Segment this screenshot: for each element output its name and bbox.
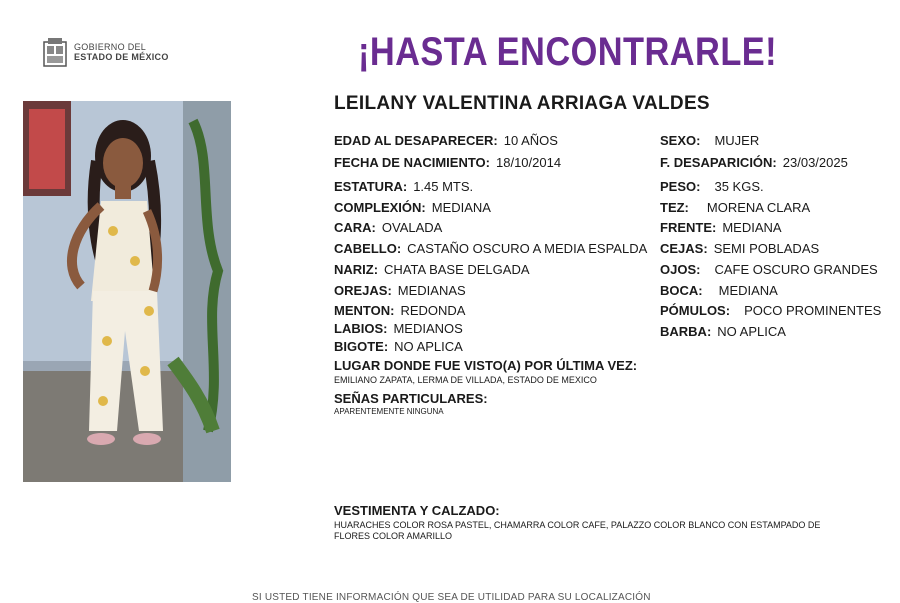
marks-value: APARENTEMENTE NINGUNA	[334, 407, 444, 416]
footer-text: SI USTED TIENE INFORMACIÓN QUE SEA DE UTILIDAD PARA SU LOCALIZACIÓN	[252, 592, 651, 603]
clothing-line2: FLORES COLOR AMARILLO	[334, 531, 453, 541]
detail-edad: EDAD AL DESAPARECER: 10 AÑOS	[334, 133, 558, 148]
detail-labios: LABIOS: MEDIANOS	[334, 321, 463, 336]
marks-label: SEÑAS PARTICULARES:	[334, 391, 488, 406]
clothing-label: VESTIMENTA Y CALZADO:	[334, 503, 500, 518]
government-logo	[42, 36, 169, 68]
detail-tez: TEZ: MORENA CLARA	[660, 200, 811, 215]
detail-cara: CARA: OVALADA	[334, 220, 443, 235]
detail-boca: BOCA: MEDIANA	[660, 283, 778, 298]
headline: ¡HASTA ENCONTRARLE!	[358, 30, 778, 74]
detail-ojos: OJOS: CAFE OSCURO GRANDES	[660, 262, 878, 277]
detail-orejas: OREJAS: MEDIANAS	[334, 283, 466, 298]
detail-menton: MENTON: REDONDA	[334, 303, 466, 318]
clothing-line1: HUARACHES COLOR ROSA PASTEL, CHAMARRA COLOR CAFE, PALAZZO COLOR BLANCO CON ESTAMPADO DE	[334, 520, 821, 530]
missing-person-photo	[23, 101, 231, 482]
detail-barba: BARBA: NO APLICA	[660, 324, 786, 339]
detail-f-desaparicion: F. DESAPARICIÓN: 23/03/2025	[660, 155, 848, 170]
logo-line1: GOBIERNO DEL	[74, 42, 147, 52]
detail-nariz: NARIZ: CHATA BASE DELGADA	[334, 262, 530, 277]
coat-of-arms-icon	[42, 36, 68, 68]
detail-cabello: CABELLO: CASTAÑO OSCURO A MEDIA ESPALDA	[334, 241, 648, 256]
last-seen-label: LUGAR DONDE FUE VISTO(A) POR ÚLTIMA VEZ:	[334, 358, 638, 373]
detail-bigote: BIGOTE: NO APLICA	[334, 339, 463, 354]
detail-frente: FRENTE: MEDIANA	[660, 220, 782, 235]
detail-complexion: COMPLEXIÓN: MEDIANA	[334, 200, 491, 215]
person-name: LEILANY VALENTINA ARRIAGA VALDES	[334, 93, 710, 114]
detail-sexo: SEXO: MUJER	[660, 133, 760, 148]
detail-fecha-nacimiento: FECHA DE NACIMIENTO: 18/10/2014	[334, 155, 562, 170]
detail-estatura: ESTATURA: 1.45 MTS.	[334, 179, 474, 194]
detail-pomulos: PÓMULOS: POCO PROMINENTES	[660, 303, 882, 318]
last-seen-value: EMILIANO ZAPATA, LERMA DE VILLADA, ESTADO DE MEXICO	[334, 375, 597, 385]
logo-line2: ESTADO DE MÉXICO	[74, 52, 169, 62]
detail-peso: PESO: 35 KGS.	[660, 179, 764, 194]
detail-cejas: CEJAS: SEMI POBLADAS	[660, 241, 820, 256]
